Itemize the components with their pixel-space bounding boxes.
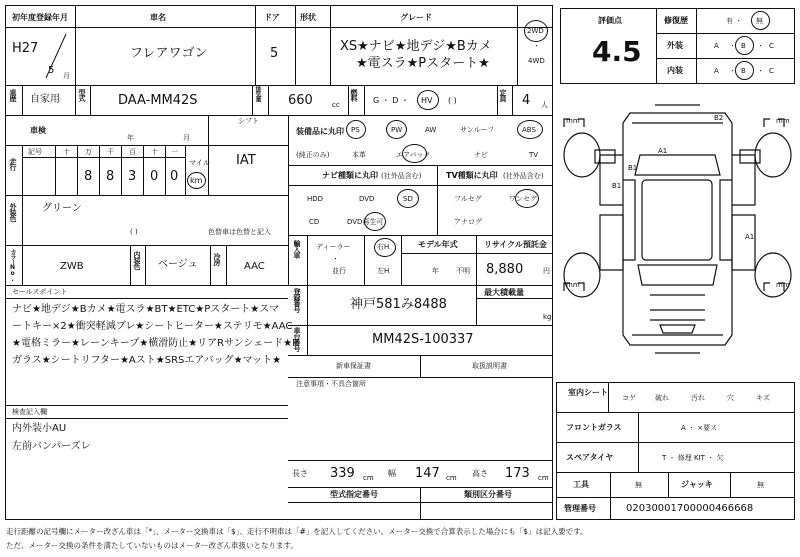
interior-grade-dot-2: ・ (757, 67, 764, 75)
car-name-label: 車名 (150, 13, 166, 22)
height-unit: cm (538, 474, 549, 482)
recycle-label: リサイクル預託金 (484, 240, 547, 249)
exterior-color-label: 外装色 (9, 203, 17, 221)
model-year-label: モデル年式 (418, 240, 458, 249)
interior-grade-dot-1: ・ (729, 67, 736, 75)
exterior-grade-c: C (769, 42, 774, 50)
import-dealer: ディーラー (316, 243, 351, 251)
model-label: 型式 (78, 89, 86, 101)
damage-mark-a1-right: A1 (745, 233, 755, 241)
category-no-label: 類別区分番号 (464, 490, 512, 499)
mileage-unit-2: 千 (107, 148, 114, 156)
inspector-label: 検査記入欄 (12, 408, 47, 416)
drive-4wd: 4WD (528, 57, 545, 65)
management-no-value: 02030001700000466668 (626, 503, 754, 514)
navi-type-label: ナビ種類に丸印 (322, 171, 378, 180)
mileage-digit-0: 8 (84, 169, 93, 184)
damage-mark-b1-side: B1 (612, 182, 622, 190)
equip-pw: PW (391, 126, 403, 134)
door-label: ドア (264, 13, 280, 22)
seat-stain: 汚れ (691, 394, 705, 402)
exterior-color-paren: ( ) (130, 228, 138, 236)
interior-grade-label: 内装 (667, 66, 683, 75)
interior-grade-b: B (741, 67, 746, 75)
exterior-color-note: 色替車は色替と記入 (208, 228, 271, 236)
car-damage-diagram (560, 95, 795, 375)
inspection-year: 年 (127, 134, 134, 142)
inspector-line-0: 内外装小AU (12, 423, 67, 434)
tread-mark-rl: mm (566, 281, 580, 289)
equip-leather: 本革 (352, 151, 366, 159)
exterior-color-value: グリーン (42, 203, 82, 214)
type-designation-label: 型式指定番号 (330, 490, 378, 499)
exterior-grade-a: A (714, 42, 719, 50)
model-year-unknown: 不明 (456, 267, 470, 275)
seat-scratch: キズ (756, 394, 770, 402)
exterior-grade-label: 外装 (667, 41, 683, 50)
length-value: 339 (330, 466, 355, 481)
repair-history-label: 修復歴 (664, 16, 688, 25)
capacity-value: 4 (522, 93, 531, 108)
aircon-label: 冷房 (213, 253, 221, 265)
aircon-value: AAC (244, 261, 265, 272)
equip-tv: TV (529, 151, 539, 159)
height-value: 173 (505, 466, 530, 481)
import-left-hand: 左H (377, 267, 390, 275)
mileage-digit-1: 8 (106, 169, 115, 184)
first-reg-era: H27 (12, 41, 39, 56)
sales-point-line-2: ★電格ミラー★レーンキープ★横滑防止★リアRサンシェード★P (12, 338, 299, 349)
spare-tire-options: T ・ 修理 KIT ・ 欠 (662, 454, 724, 462)
color-no-value: ZWB (60, 261, 84, 272)
displacement-unit: cc (332, 101, 340, 109)
tv-analog: アナログ (454, 218, 482, 226)
displacement-value: 660 (288, 93, 313, 108)
navi-sd: SD (403, 195, 413, 203)
equip-ps: PS (351, 126, 360, 134)
tools-label: 工具 (573, 480, 589, 489)
navi-type-sub: (社外品含む) (381, 172, 422, 180)
damage-mark-b1-left: B1 (628, 164, 638, 172)
model-value: DAA-MM42S (118, 93, 198, 108)
management-no-label: 管理番号 (564, 504, 596, 513)
sales-point-line-3: ガラス★シートリフター★Aスト★SRSエアバッグ★マット★ (12, 355, 282, 366)
grade-line-2: ★電スラ★Pスタート★ (356, 56, 490, 71)
inspector-line-1: 左前バンパーズレ (12, 441, 91, 452)
seat-tear: 破れ (655, 394, 669, 402)
registration-value: 神戸581み8488 (350, 297, 447, 312)
tread-mark-fr: mm (776, 117, 790, 125)
sales-point-line-0: ナビ★地デジ★Bカメ★電スラ★BT★ETC★Pスタート★スマ (12, 304, 280, 315)
score-label: 評価点 (598, 16, 622, 25)
new-warranty: 新車保証書 (336, 362, 371, 370)
first-reg-label: 初年度登録年月 (12, 13, 68, 22)
interior-grade-a: A (714, 67, 719, 75)
tread-mark-rr: mm (776, 281, 790, 289)
width-label: 幅 (388, 469, 396, 478)
chassis-value: MM42S-100337 (372, 332, 474, 347)
mileage-digit-3: 0 (150, 169, 159, 184)
exterior-grade-dot-2: ・ (757, 42, 764, 50)
first-reg-month: 5 (48, 65, 55, 76)
exterior-grade-dot-1: ・ (729, 42, 736, 50)
equip-airbag: エアバック (396, 151, 431, 159)
mileage-label: 走行 (9, 158, 17, 170)
recycle-value: 8,880 (486, 262, 524, 277)
mileage-unit-4: 十 (151, 148, 158, 156)
mileage-digit-4: 0 (170, 169, 179, 184)
shift-value: IAT (236, 153, 256, 168)
mileage-unit-3: 百 (129, 148, 136, 156)
exterior-grade-b: B (741, 42, 746, 50)
jack-label: ジャッキ (681, 480, 713, 489)
width-unit: cm (446, 474, 457, 482)
tv-fullseg: フルセグ (454, 195, 482, 203)
color-no-label: カラーNo. (9, 249, 16, 282)
grade-line-1: XS★ナビ★地デジ★Bカメ (340, 39, 492, 54)
footer-note-1: ただ、メーター交換の条件を満たしていないものはメーター改ざん車扱いとなります。 (6, 541, 298, 550)
interior-color-value: ベージュ (158, 259, 198, 270)
mileage-unit-1: 万 (85, 148, 92, 156)
import-label: 輸入車 (293, 240, 301, 258)
interior-grade-c: C (769, 67, 774, 75)
shape-label: 形状 (300, 13, 316, 22)
registration-label: 登録番号 (293, 288, 301, 312)
width-value: 147 (415, 466, 440, 481)
tools-value: 無 (635, 481, 642, 489)
tv-type-label: TV種類に丸印 (446, 171, 498, 180)
notes-label: 注意事項・不具合箇所 (296, 380, 366, 388)
equipment-sub: (純正のみ) (296, 151, 330, 159)
recycle-unit: 円 (543, 267, 550, 275)
seat-burn: コゲ (622, 394, 636, 402)
import-parallel: 並行 (332, 267, 346, 275)
tv-oneseg: ワンセグ (509, 195, 537, 203)
navi-dvd-playable: DVD再生可 (347, 218, 384, 226)
capacity-label: 定員 (499, 89, 507, 101)
tv-type-sub: (社外品含む) (503, 172, 544, 180)
fuel-paren: ( ) (448, 96, 457, 105)
mileage-mark-label: 記号 (28, 148, 42, 156)
fuel-options: G ・ D ・ (373, 96, 409, 105)
windshield-options: A ・ ×要ス (681, 424, 718, 432)
first-reg-month-unit: 月 (63, 72, 70, 80)
equip-aw: AW (425, 126, 437, 134)
drive-2wd: 2WD (527, 27, 544, 35)
tread-mark-fl: mm (566, 117, 580, 125)
length-label: 長さ (292, 469, 308, 478)
equipment-label: 装備品に丸印 (296, 127, 344, 136)
damage-mark-b2: B2 (714, 114, 724, 122)
interior-color-label: 内装色 (133, 251, 141, 269)
seat-label: 室内シート (568, 388, 608, 397)
sales-point-label: セールスポイント (12, 288, 68, 296)
repair-history-options: 有 ・ (726, 17, 743, 25)
inspection-month: 月 (183, 134, 190, 142)
capacity-unit: 人 (541, 101, 548, 109)
import-dot: ・ (332, 255, 339, 263)
equip-sunroof: サンルーフ (460, 126, 495, 134)
score-value: 4.5 (592, 35, 642, 68)
windshield-label: フロントガラス (566, 423, 622, 432)
footer-note-0: 走行距離の記号欄にメーター改ざん車は「*」、メーター交換車は「$」、走行不明車は「#」を記入してください。メーター交換で合算表示した場合にも「$」は記入要です。 (6, 527, 588, 536)
max-load-label: 最大積載量 (484, 288, 524, 297)
sales-point-line-1: ートキー×2★衝突軽減ブレ★シートヒーター★ステリモ★AAC (12, 321, 293, 332)
mileage-unit-0: 十 (63, 148, 70, 156)
mileage-km-label: km (190, 176, 203, 185)
model-year-year: 年 (432, 267, 439, 275)
repair-history-selected: 無 (756, 17, 763, 25)
condition-table (556, 382, 795, 520)
drive-dot: ・ (533, 42, 540, 50)
navi-hdd: HDD (307, 195, 324, 203)
grade-label: グレード (400, 13, 432, 22)
spare-tire-label: スペアタイヤ (566, 453, 614, 462)
mileage-digit-2: 3 (128, 169, 137, 184)
inspection-label: 車検 (30, 126, 46, 135)
chassis-label: 車台番号 (293, 327, 301, 351)
navi-cd: CD (309, 218, 320, 226)
manual: 取扱説明書 (472, 362, 507, 370)
jack-value: 無 (757, 481, 764, 489)
usage-label: 車歴 (9, 89, 17, 101)
displacement-label: 排気量 (254, 86, 261, 101)
max-load-unit: kg (543, 313, 552, 321)
damage-mark-a1-top: A1 (658, 147, 668, 155)
equip-abs: ABS (522, 126, 536, 134)
equip-navi: ナビ (474, 151, 488, 159)
car-name-value: フレアワゴン (130, 46, 208, 61)
height-label: 高さ (472, 469, 488, 478)
shift-label: シフト (238, 117, 259, 125)
usage-value: 自家用 (30, 94, 60, 105)
doors-value: 5 (270, 46, 279, 61)
import-right-hand: 右H (377, 243, 390, 251)
mileage-unit-5: 一 (171, 148, 178, 156)
mileage-mile-label: マイル (189, 159, 210, 167)
fuel-label: 燃料 (350, 89, 358, 101)
seat-hole: 穴 (727, 394, 734, 402)
length-unit: cm (363, 474, 374, 482)
navi-dvd: DVD (359, 195, 375, 203)
fuel-selected: HV (421, 96, 433, 105)
